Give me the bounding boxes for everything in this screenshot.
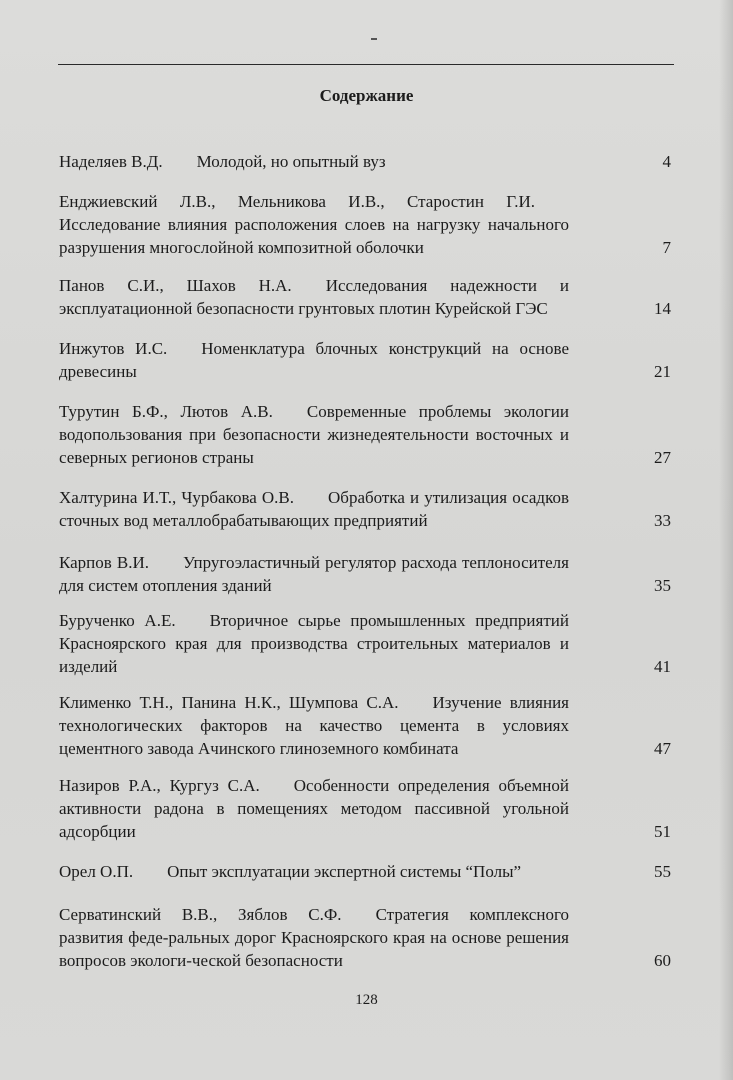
toc-page-number: 21 xyxy=(654,362,671,381)
toc-page-number: 35 xyxy=(654,576,671,595)
toc-page-number: 55 xyxy=(654,862,671,881)
toc-title: Вторичное сырье промышленных предприятий Красноярского края для производства строительных материалов и изделий xyxy=(59,611,569,676)
toc-title: Изучение влияния технологических факторов на качество цемента в условиях цементного завода Ачинского глиноземного комбината xyxy=(59,693,569,758)
toc-page-number: 41 xyxy=(654,657,671,676)
scan-mark xyxy=(371,38,377,40)
toc-authors: Турутин Б.Ф., Лютов А.В. xyxy=(59,402,273,421)
toc-authors: Назиров Р.А., Кургуз С.А. xyxy=(59,776,260,795)
toc-entry xyxy=(59,609,671,678)
scan-shadow xyxy=(719,0,733,1080)
toc-page-number: 47 xyxy=(654,739,671,758)
toc-authors: Серватинский В.В., Зяблов С.Ф. xyxy=(59,905,342,924)
page-title: Содержание xyxy=(319,86,414,105)
toc-page-number: 4 xyxy=(662,152,671,171)
toc-authors: Инжутов И.С. xyxy=(59,339,168,358)
toc-page-number: 7 xyxy=(662,238,671,257)
toc-entry xyxy=(59,774,671,843)
toc-entry xyxy=(59,400,671,469)
toc-entry xyxy=(59,486,671,532)
toc-title: Опыт эксплуатации экспертной системы “Полы” xyxy=(167,862,522,881)
toc-authors: Карпов В.И. xyxy=(59,553,150,572)
header-rule xyxy=(58,64,674,65)
toc-authors: Наделяев В.Д. xyxy=(59,152,163,171)
toc-entry xyxy=(59,337,671,383)
toc-page-number: 51 xyxy=(654,822,671,841)
toc-entry xyxy=(59,691,671,760)
toc-entry xyxy=(59,903,671,972)
toc-title: Упругоэластичный регулятор расхода теплоносителя для систем отопления зданий xyxy=(59,553,569,595)
toc-authors: Панов С.И., Шахов Н.А. xyxy=(59,276,292,295)
toc-title: Номенклатура блочных конструкций на основе древесины xyxy=(59,339,569,381)
toc-title: Особенности определения объемной активности радона в помещениях методом пассивной угольной адсорбции xyxy=(59,776,570,841)
toc-page-number: 33 xyxy=(654,511,671,530)
toc-authors: Халтурина И.Т., Чурбакова О.В. xyxy=(59,488,295,507)
toc-title: Обработка и утилизация осадков сточных вод металлобрабатывающих предприятий xyxy=(59,488,569,530)
toc-entry xyxy=(59,860,671,883)
toc-authors: Орел О.П. xyxy=(59,862,134,881)
toc-entry xyxy=(59,190,671,259)
toc-page-number: 14 xyxy=(654,299,671,318)
toc-authors: Клименко Т.Н., Панина Н.К., Шумпова С.А. xyxy=(59,693,399,712)
toc-title: Исследования надежности и эксплуатационной безопасности грунтовых плотин Курейской ГЭС xyxy=(59,276,569,318)
toc-title: Исследование влияния расположения слоев на нагрузку начального разрушения многослойной композитной оболочки xyxy=(59,215,569,257)
toc-page-number: 60 xyxy=(654,951,671,970)
toc-title: Современные проблемы экологии водопользования при безопасности жизнедеятельности восточных и северных регионов страны xyxy=(59,402,569,467)
page-number-footer: 128 xyxy=(355,992,378,1008)
toc-title: Молодой, но опытный вуз xyxy=(196,152,386,171)
toc-entry xyxy=(59,551,671,597)
toc-entry xyxy=(59,274,671,320)
toc-entry xyxy=(59,150,671,173)
toc-page-number: 27 xyxy=(654,448,671,467)
toc-authors: Енджиевский Л.В., Мельникова И.В., Старостин Г.И. xyxy=(59,192,535,211)
toc-title: Стратегия комплексного развития феде-ральных дорог Красноярского края на основе решения вопросов экологи-ческой безопасности xyxy=(59,905,569,970)
toc-authors: Буручeнко А.Е. xyxy=(59,611,176,630)
